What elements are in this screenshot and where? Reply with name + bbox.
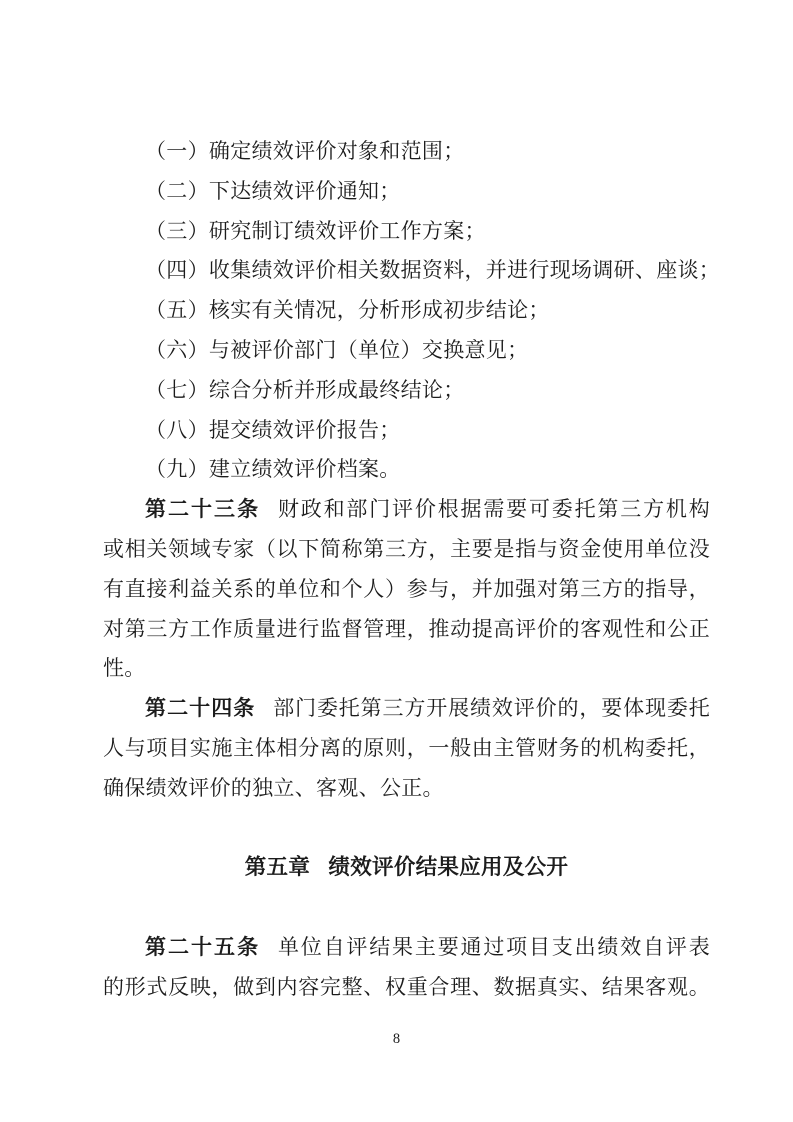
list-item-5: （五）核实有关情况，分析形成初步结论； bbox=[145, 298, 550, 323]
article-23-line-5: 性。 bbox=[103, 656, 146, 681]
article-23-line-1-text: 财政和部门评价根据需要可委托第三方机构 bbox=[277, 497, 711, 522]
article-24-line-2: 人与项目实施主体相分离的原则，一般由主管财务的机构委托， bbox=[103, 735, 710, 760]
article-23-line-2: 或相关领域专家（以下简称第三方，主要是指与资金使用单位没 bbox=[103, 536, 710, 561]
article-23-label: 第二十三条 bbox=[145, 498, 261, 522]
list-item-1: （一）确定绩效评价对象和范围； bbox=[145, 139, 465, 163]
page-number: 8 bbox=[392, 1031, 401, 1047]
article-25-line-1 bbox=[103, 928, 710, 968]
list-item-4: （四）收集绩效评价相关数据资料，并进行现场调研、座谈； bbox=[145, 258, 721, 283]
document-body bbox=[103, 132, 721, 1008]
chapter-heading-number: 第五章 bbox=[244, 855, 311, 880]
article-25-line-1-text: 单位自评结果主要通过项目支出绩效自评表 bbox=[277, 934, 711, 959]
list-item-9: （九）建立绩效评价档案。 bbox=[145, 457, 401, 482]
article-23-line-3: 有直接利益关系的单位和个人）参与，并加强对第三方的指导， bbox=[103, 576, 710, 601]
article-24-line-1-text: 部门委托第三方开展绩效评价的，要体现委托 bbox=[273, 696, 711, 721]
list-item-3: （三）研究制订绩效评价工作方案； bbox=[145, 218, 486, 243]
chapter-heading bbox=[103, 848, 710, 888]
article-25-line-2: 的形式反映，做到内容完整、权重合理、数据真实、结果客观。 bbox=[103, 974, 710, 999]
chapter-heading-title: 绩效评价结果应用及公开 bbox=[328, 855, 569, 880]
article-24-line-1 bbox=[103, 689, 710, 729]
list-item-2: （二）下达绩效评价通知； bbox=[145, 178, 401, 203]
article-24-line-3: 确保绩效评价的独立、客观、公正。 bbox=[103, 775, 444, 800]
list-item-6: （六）与被评价部门（单位）交换意见； bbox=[145, 337, 529, 362]
list-item-8: （八）提交绩效评价报告； bbox=[145, 417, 401, 442]
article-24-label: 第二十四条 bbox=[145, 697, 256, 721]
article-23-line-1 bbox=[103, 490, 710, 530]
article-23-line-4: 对第三方工作质量进行监督管理，推动提高评价的客观性和公正 bbox=[103, 616, 710, 641]
article-25-label: 第二十五条 bbox=[145, 935, 261, 959]
list-item-7: （七）综合分析并形成最终结论； bbox=[145, 377, 465, 402]
